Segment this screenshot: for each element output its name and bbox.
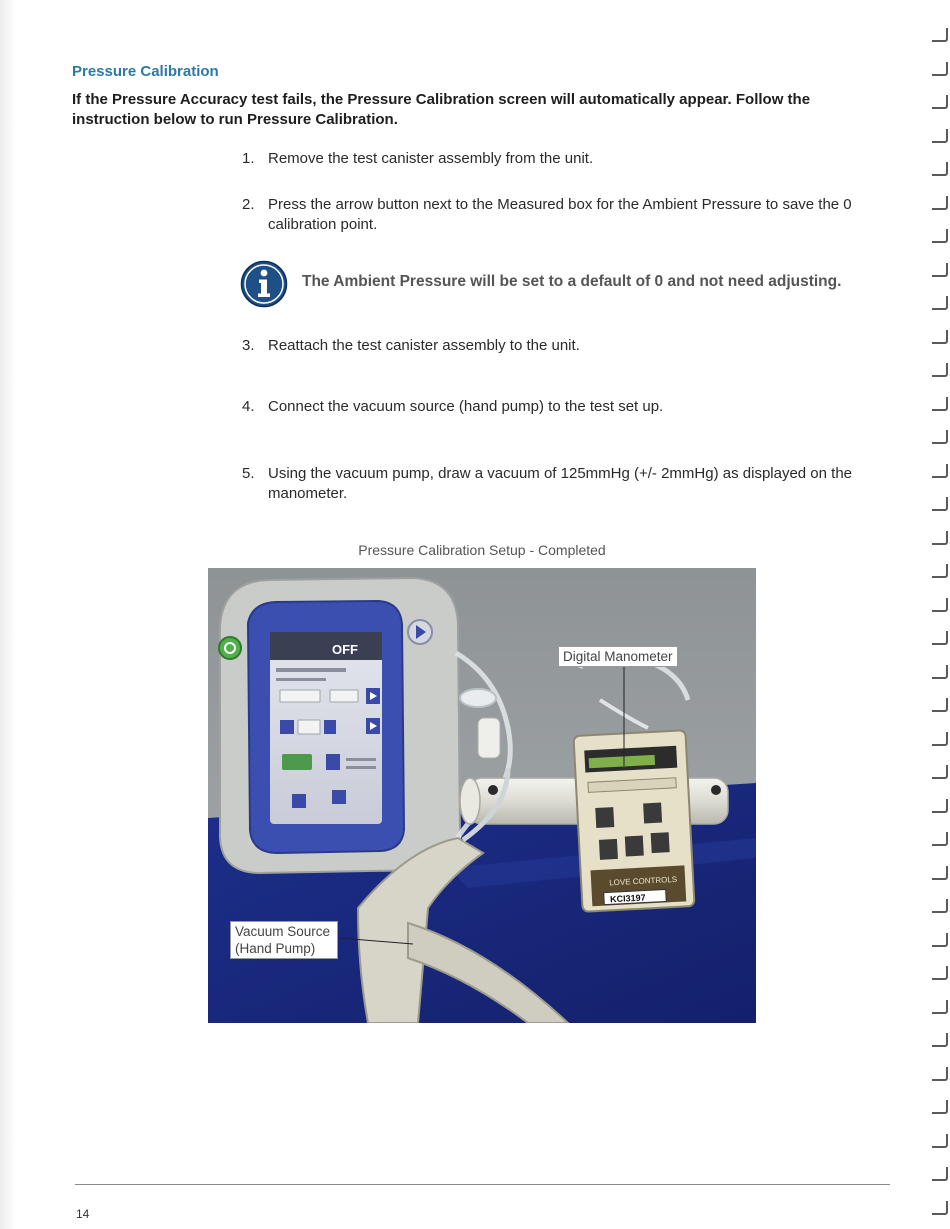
binding-ring xyxy=(932,665,948,679)
binding-ring xyxy=(932,95,948,109)
digital-manometer xyxy=(573,730,694,912)
binding-ring xyxy=(932,162,948,176)
vacuum-source-label-line: (Hand Pump) xyxy=(235,941,316,956)
binding-ring xyxy=(932,263,948,277)
binding-ring xyxy=(932,129,948,143)
vacuum-source-label-line: Vacuum Source xyxy=(235,924,331,939)
footer-divider xyxy=(75,1184,890,1185)
binding-ring xyxy=(932,1000,948,1014)
binding-ring xyxy=(932,631,948,645)
step-text: Remove the test canister assembly from the unit. xyxy=(268,150,594,167)
info-icon xyxy=(240,260,288,308)
step-number: 4. xyxy=(242,398,255,415)
binding-ring xyxy=(932,330,948,344)
binding-ring xyxy=(932,564,948,578)
step-5 xyxy=(242,464,862,504)
screen-status-text: OFF xyxy=(332,642,358,657)
step-text: Connect the vacuum source (hand pump) to the test set up. xyxy=(268,398,664,415)
vacuum-source-label xyxy=(230,921,338,959)
step-number: 2. xyxy=(242,196,255,213)
binding-ring xyxy=(932,1134,948,1148)
binding-ring xyxy=(932,1201,948,1215)
binding-ring xyxy=(932,196,948,210)
step-number: 1. xyxy=(242,150,255,167)
binding-ring xyxy=(932,531,948,545)
page-number: 14 xyxy=(76,1207,90,1221)
binding-ring xyxy=(932,1033,948,1047)
step-text: Press the arrow button next to the Measured box for the Ambient Pressure to save the 0 calibration point. xyxy=(268,196,852,233)
binding-ring xyxy=(932,397,948,411)
binding-ring xyxy=(932,464,948,478)
binding-ring xyxy=(932,765,948,779)
binding-ring xyxy=(932,966,948,980)
binding-ring xyxy=(932,296,948,310)
figure-caption: Pressure Calibration Setup - Completed xyxy=(358,542,606,558)
binding-ring xyxy=(932,732,948,746)
step-number: 5. xyxy=(242,465,255,482)
step-text: Using the vacuum pump, draw a vacuum of 125mmHg (+/- 2mmHg) as displayed on the manometer. xyxy=(268,465,853,502)
binding-ring xyxy=(932,363,948,377)
binding-ring xyxy=(932,497,948,511)
step-3 xyxy=(242,336,862,356)
binding-ring xyxy=(932,62,948,76)
info-note: The Ambient Pressure will be set to a default of 0 and not need adjusting. xyxy=(302,273,842,290)
binding-ring xyxy=(932,1167,948,1181)
digital-manometer-label: Digital Manometer xyxy=(558,646,678,667)
binding-ring xyxy=(932,832,948,846)
setup-photo xyxy=(208,568,756,1023)
page-edge-shadow xyxy=(0,0,16,1229)
manometer-id: KCI3197 xyxy=(609,892,646,905)
binding-ring xyxy=(932,28,948,42)
binding-ring xyxy=(932,933,948,947)
binding-ring xyxy=(932,1100,948,1114)
binding-ring xyxy=(932,899,948,913)
step-2 xyxy=(242,195,862,235)
binding-ring xyxy=(932,1067,948,1081)
manometer-brand: LOVE CONTROLS xyxy=(608,874,678,888)
step-1 xyxy=(242,149,862,169)
intro-paragraph: If the Pressure Accuracy test fails, the Pressure Calibration screen will automatically appear. Follow the instruction below to run Pressure Calibration. xyxy=(72,91,811,128)
spiral-binding xyxy=(928,28,950,1223)
binding-ring xyxy=(932,866,948,880)
section-title: Pressure Calibration xyxy=(72,63,219,80)
binding-ring xyxy=(932,229,948,243)
step-text: Reattach the test canister assembly to the unit. xyxy=(268,337,580,354)
binding-ring xyxy=(932,698,948,712)
step-4 xyxy=(242,397,862,417)
step-number: 3. xyxy=(242,337,255,354)
binding-ring xyxy=(932,598,948,612)
binding-ring xyxy=(932,430,948,444)
binding-ring xyxy=(932,799,948,813)
